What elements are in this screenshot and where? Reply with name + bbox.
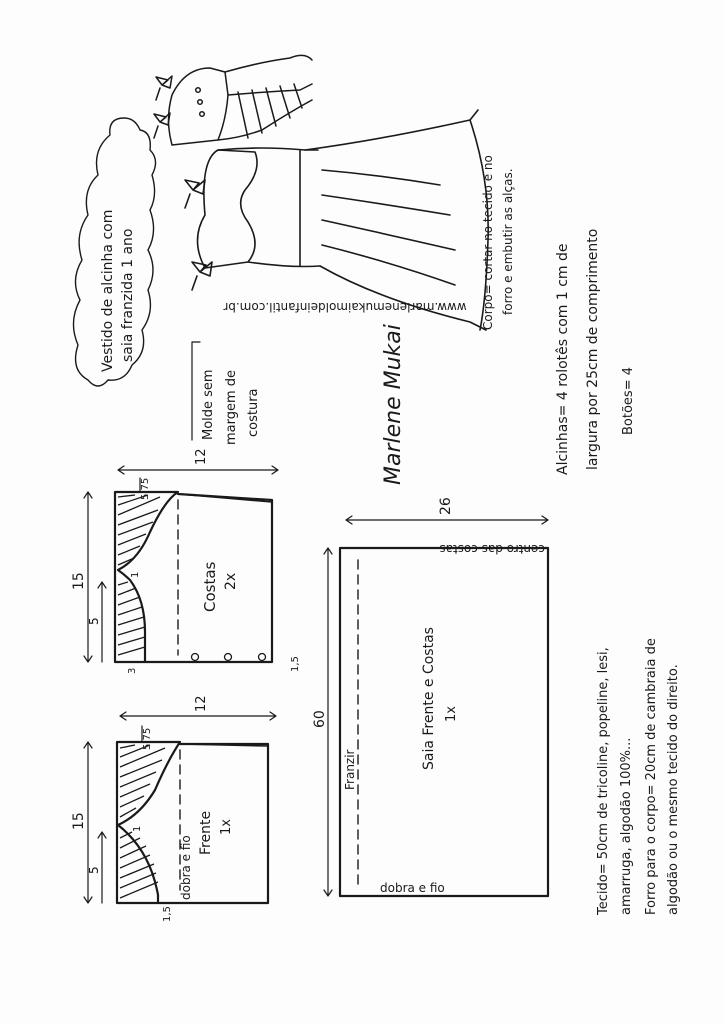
fabric-line1: Tecido= 50cm de tricoline, popeline, lesi, — [596, 647, 611, 915]
saia-label: Saia Frente e Costas — [421, 627, 437, 770]
frente-dim-575: 5,75 — [142, 727, 153, 750]
body-note-line1: Corpo= cortar no tecido e no — [481, 155, 495, 330]
costas-dim-575: 5,75 — [140, 477, 151, 500]
saia-qty: 1x — [444, 706, 459, 722]
saia-gather: Franzir — [343, 749, 357, 790]
note-line2: margem de — [224, 369, 239, 445]
frente-dim-15: 1,5 — [162, 906, 173, 922]
note-line3: costura — [246, 388, 261, 437]
costas-label: Costas — [201, 561, 219, 612]
frente-piece — [71, 695, 276, 922]
costas-hatch-bottom — [118, 582, 145, 655]
frente-dim-width: 12 — [194, 695, 209, 712]
buttons-note: Botões= 4 — [621, 367, 636, 435]
note-line1: Molde sem — [201, 369, 216, 440]
title-line2: saia franzida 1 ano — [120, 228, 136, 362]
lining-line1: Forro para o corpo= 20cm de cambraia de — [644, 638, 659, 915]
saia-piece — [312, 497, 548, 896]
costas-dim-5: 5 — [87, 617, 101, 625]
straps-line1: Alcinhas= 4 rolotês com 1 cm de — [555, 243, 571, 475]
costas-dim-3: 3 — [127, 667, 138, 674]
frente-dim-1: 1 — [132, 825, 143, 832]
lining-line2: algodão ou o mesmo tecido do direito. — [666, 664, 681, 915]
fabric-line2: amarruga, algodão 100%... — [619, 737, 634, 915]
costas-dim-length: 15 — [71, 572, 87, 590]
costas-dim-1: 1 — [130, 571, 141, 578]
costas-dim-width: 12 — [194, 448, 209, 465]
body-note — [481, 155, 515, 330]
frente-label: Frente — [198, 810, 214, 855]
saia-center-back: centro das costas — [439, 542, 545, 556]
frente-qty: 1x — [219, 819, 234, 835]
dress-back-illustration — [154, 55, 312, 145]
pattern-note — [192, 342, 261, 445]
website-text: www.marlenemukaimoldeinfantil.com.br — [223, 300, 467, 314]
saia-dim-length: 60 — [312, 710, 328, 728]
costas-dim-15b: 1,5 — [290, 656, 301, 672]
fabric-notes — [596, 638, 681, 916]
signature: Marlene Mukai — [381, 324, 406, 485]
title-line1: Vestido de alcinha com — [100, 209, 116, 372]
costas-piece — [71, 448, 301, 674]
costas-qty: 2x — [223, 572, 239, 590]
saia-dim-width: 26 — [438, 497, 454, 515]
frente-dim-5: 5 — [87, 866, 101, 874]
title-cloud — [73, 118, 155, 386]
straps-note — [555, 229, 636, 475]
straps-line2: largura por 25cm de comprimento — [585, 228, 601, 470]
frente-dim-length: 15 — [71, 812, 87, 830]
frente-hatch-bottom — [120, 832, 158, 898]
saia-fold: dobra e fio — [380, 881, 445, 895]
costas-hatch-top — [118, 495, 160, 565]
body-note-line2: forro e embutir as alças. — [501, 168, 515, 315]
frente-fold: dobra e fio — [179, 835, 193, 900]
dress-front-illustration — [185, 110, 488, 330]
